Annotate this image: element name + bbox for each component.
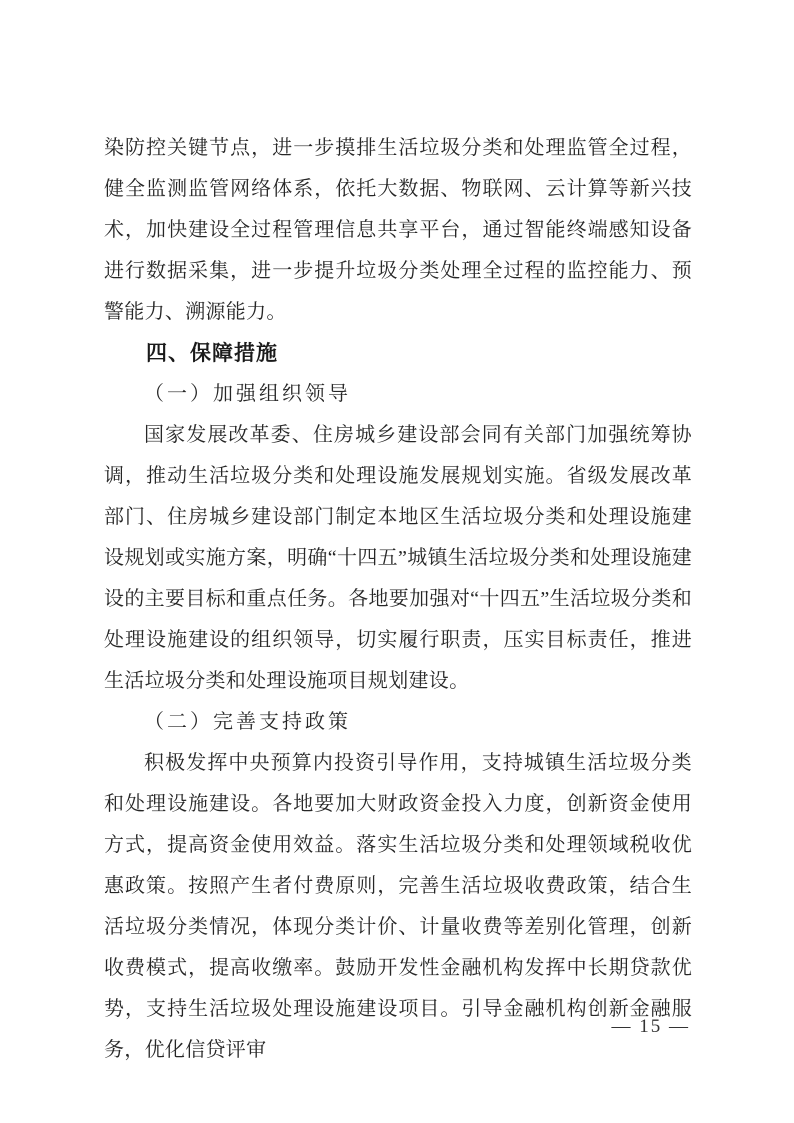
- subsection-heading-1: （一）加强组织领导: [144, 383, 351, 405]
- section-heading: 四、保障措施: [146, 342, 278, 365]
- subsection-body-1: 国家发展改革委、住房城乡建设部会同有关部门加强统筹协调，推动生活垃圾分类和处理设施发展规划实施。省级发展改革部门、住房城乡建设部门制定本地区生活垃圾分类和处理设施建设规划或实施方案，明确“十四五”城镇生活垃圾分类和处理设施建设的主要目标和重点任务。各地要加强对“十四五”生活垃圾分类和处理设施建设的组织领导，切实履行职责，压实目标责任，推进生活垃圾分类和处理设施项目规划建设。: [104, 424, 692, 692]
- subsection-body-2: 积极发挥中央预算内投资引导作用，支持城镇生活垃圾分类和处理设施建设。各地要加大财政资金投入力度，创新资金使用方式，提高资金使用效益。落实生活垃圾分类和处理领域税收优惠政策。按照产生者付费原则，完善生活垃圾收费政策，结合生活垃圾分类情况，体现分类计价、计量收费等差别化管理，创新收费模式，提高收缴率。鼓励开发性金融机构发挥中长期贷款优势，支持生活垃圾处理设施建设项目。引导金融机构创新金融服务，优化信贷评审: [104, 752, 692, 1061]
- subsection-heading-2: （二）完善支持政策: [144, 711, 351, 733]
- page-number: — 15 —: [611, 1016, 690, 1037]
- document-content: [104, 128, 692, 1071]
- paragraph-continuation: 染防控关键节点，进一步摸排生活垃圾分类和处理监管全过程，健全监测监管网络体系，依托大数据、物联网、云计算等新兴技术，加快建设全过程管理信息共享平台，通过智能终端感知设备进行数据采集，进一步提升垃圾分类处理全过程的监控能力、预警能力、溯源能力。: [104, 137, 692, 323]
